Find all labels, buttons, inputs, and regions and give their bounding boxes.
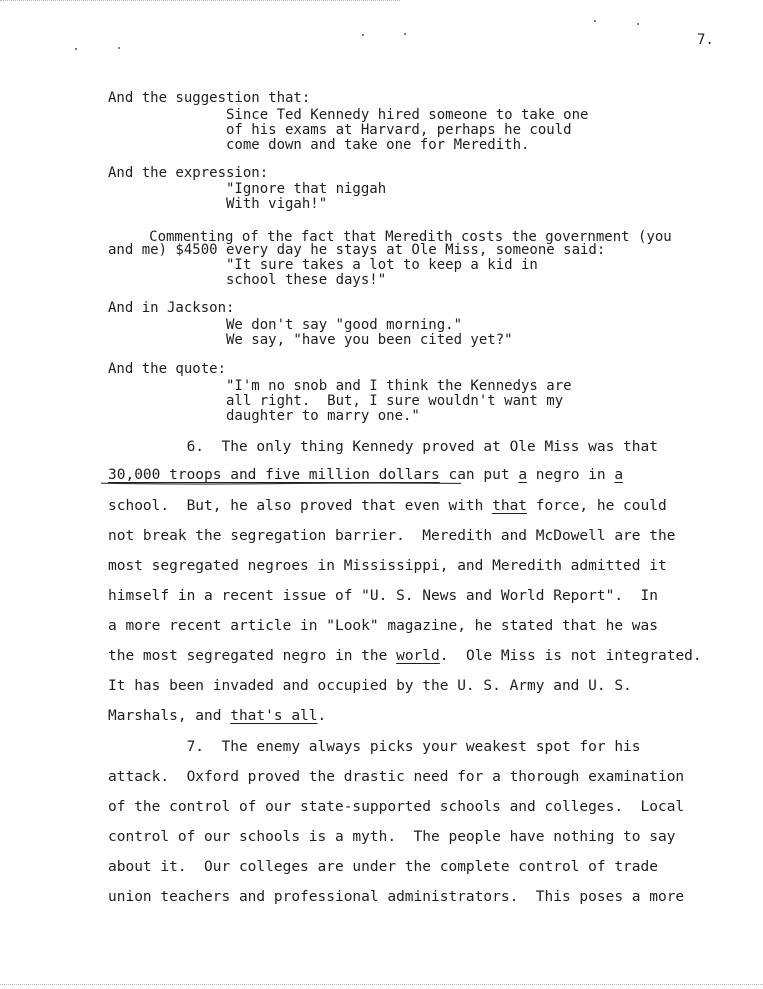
- text-segment: not break the segregation barrier. Meredith and McDowell are the: [108, 528, 676, 544]
- text-line: [108, 257, 538, 273]
- underlined-text: 30,000 troops and five million dollars: [108, 467, 440, 483]
- text-line: [108, 332, 513, 348]
- text-segment: "I'm no snob and I think the Kennedys are: [108, 378, 572, 394]
- text-segment: .: [317, 708, 327, 724]
- text-segment: . Ole Miss is not integrated.: [439, 648, 702, 664]
- text-segment: And in Jackson:: [108, 300, 235, 316]
- scan-speck: [637, 23, 639, 25]
- text-segment: school these days!": [108, 272, 387, 288]
- text-segment: And the suggestion that:: [108, 90, 311, 106]
- text-line: [108, 467, 623, 483]
- text-line: [108, 242, 605, 258]
- text-line: [108, 678, 632, 694]
- scan-speck: [75, 48, 77, 50]
- text-line: [108, 439, 658, 455]
- text-segment: 7. The enemy always picks your weakest spot for his: [108, 739, 641, 755]
- text-line: [108, 122, 572, 138]
- handwritten-underline: [101, 482, 461, 485]
- text-segment: And the quote:: [108, 361, 227, 377]
- text-segment: most segregated negroes in Mississippi, and Meredith admitted it: [108, 558, 667, 574]
- text-segment: Since Ted Kennedy hired someone to take one: [108, 107, 589, 123]
- text-segment: come down and take one for Meredith.: [108, 137, 530, 153]
- text-line: [108, 769, 684, 785]
- text-segment: And the expression:: [108, 165, 269, 181]
- text-line: [108, 361, 226, 377]
- underlined-text: a: [614, 467, 624, 483]
- underlined-text: a: [518, 467, 528, 483]
- text-segment: of the control of our state-supported schools and colleges. Local: [108, 799, 685, 815]
- text-line: [108, 558, 667, 574]
- text-segment: control of our schools is a myth. The people have nothing to say: [108, 829, 676, 845]
- underlined-text: world: [396, 648, 440, 664]
- text-line: [108, 528, 675, 544]
- text-segment: can put: [439, 467, 519, 483]
- text-line: [108, 408, 420, 424]
- text-line: [108, 859, 658, 875]
- text-line: [108, 889, 684, 905]
- text-segment: With vigah!": [108, 196, 328, 212]
- text-line: [108, 708, 326, 724]
- text-segment: all right. But, I sure wouldn't want my: [108, 393, 564, 409]
- text-line: [108, 618, 658, 634]
- text-segment: the most segregated negro in the: [108, 648, 397, 664]
- text-segment: "Ignore that niggah: [108, 181, 387, 197]
- text-line: [108, 378, 572, 394]
- text-line: [108, 829, 675, 845]
- text-line: [108, 165, 268, 181]
- text-segment: It has been invaded and occupied by the U. S. Army and U. S.: [108, 678, 632, 694]
- text-segment: school. But, he also proved that even with: [108, 498, 493, 514]
- text-segment: about it. Our colleges are under the complete control of trade: [108, 859, 658, 875]
- text-segment: himself in a recent issue of "U. S. News and World Report". In: [108, 588, 658, 604]
- text-segment: "It sure takes a lot to keep a kid in: [108, 257, 538, 273]
- text-line: [108, 272, 386, 288]
- text-segment: We say, "have you been cited yet?": [108, 332, 513, 348]
- text-segment: union teachers and professional administrators. This poses a more: [108, 889, 685, 905]
- text-segment: force, he could: [527, 498, 667, 514]
- text-line: [108, 317, 462, 333]
- text-line: [108, 137, 529, 153]
- text-segment: Marshals, and: [108, 708, 231, 724]
- text-segment: negro in: [527, 467, 615, 483]
- underlined-text: that's all: [230, 708, 318, 724]
- text-line: [108, 90, 310, 106]
- text-line: [108, 196, 327, 212]
- text-segment: and me) $4500 every day he stays at Ole Miss, someone said:: [108, 242, 606, 258]
- top-edge-artifact: [0, 0, 400, 1]
- text-line: [108, 107, 588, 123]
- scan-speck: [594, 20, 596, 22]
- text-segment: attack. Oxford proved the drastic need for a thorough examination: [108, 769, 685, 785]
- text-line: [108, 648, 702, 664]
- text-segment: We don't say "good morning.": [108, 317, 463, 333]
- text-segment: Commenting of the fact that Meredith costs the government (you: [107, 229, 672, 245]
- scan-speck: [118, 47, 120, 49]
- text-segment: daughter to marry one.": [108, 408, 420, 424]
- text-line: [108, 181, 386, 197]
- text-line: [108, 300, 234, 316]
- scan-speck: [362, 34, 364, 36]
- underlined-text: that: [492, 498, 528, 514]
- scan-speck: [404, 33, 406, 35]
- text-line: [108, 588, 658, 604]
- bottom-edge-artifact: [0, 984, 763, 985]
- text-segment: a more recent article in "Look" magazine, he stated that he was: [108, 618, 658, 634]
- text-line: [108, 498, 667, 514]
- text-segment: 6. The only thing Kennedy proved at Ole Miss was that: [108, 439, 658, 455]
- text-line: [108, 799, 684, 815]
- text-line: [108, 393, 563, 409]
- page-number: 7.: [697, 32, 714, 48]
- text-line: [108, 739, 641, 755]
- text-segment: of his exams at Harvard, perhaps he could: [108, 122, 572, 138]
